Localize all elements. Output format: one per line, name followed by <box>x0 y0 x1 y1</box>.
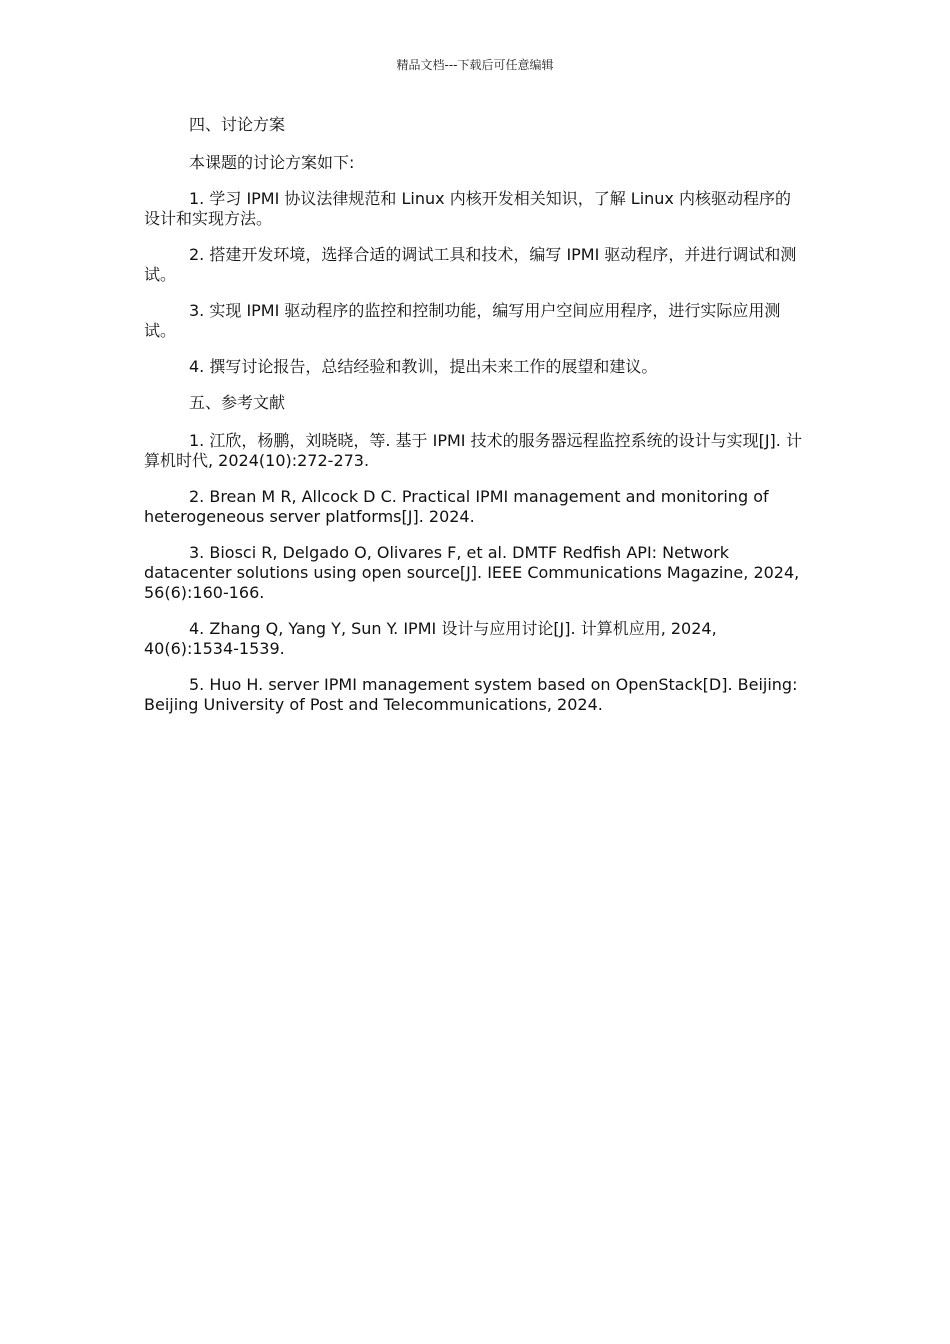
page-header: 精品文档---下载后可任意编辑 <box>396 58 554 72</box>
reference-item: 4. Zhang Q, Yang Y, Sun Y. IPMI 设计与应用讨论[J]. 计算机应用, 2024, 40(6):1534-1539. <box>144 619 717 658</box>
plan-intro: 本课题的讨论方案如下: <box>189 153 355 172</box>
plan-item: 2. 搭建开发环境，选择合适的调试工具和技术，编写 IPMI 驱动程序，并进行调试和测试。 <box>144 245 797 284</box>
document-body <box>144 115 806 731</box>
reference-item: 2. Brean M R, Allcock D C. Practical IPMI management and monitoring of heterogeneous server platforms[J]. 2024. <box>144 487 769 526</box>
reference-item: 1. 江欣，杨鹏，刘晓晓，等. 基于 IPMI 技术的服务器远程监控系统的设计与实现[J]. 计算机时代, 2024(10):272-273. <box>144 431 802 470</box>
section-heading-references: 五、参考文献 <box>189 393 286 412</box>
reference-item: 5. Huo H. server IPMI management system based on OpenStack[D]. Beijing: Beijing University of Post and Telecommunications, 2024. <box>144 675 798 714</box>
reference-item: 3. Biosci R, Delgado O, Olivares F, et al. DMTF Redfish API: Network datacenter solutions using open source[J]. IEEE Communications Magazine, 2024, 56(6):160-166. <box>144 543 800 602</box>
plan-item: 3. 实现 IPMI 驱动程序的监控和控制功能，编写用户空间应用程序，进行实际应用测试。 <box>144 301 781 340</box>
plan-item: 1. 学习 IPMI 协议法律规范和 Linux 内核开发相关知识，了解 Linux 内核驱动程序的设计和实现方法。 <box>144 189 791 228</box>
section-heading-plan: 四、讨论方案 <box>189 115 286 134</box>
plan-item: 4. 撰写讨论报告，总结经验和教训，提出未来工作的展望和建议。 <box>189 357 658 376</box>
